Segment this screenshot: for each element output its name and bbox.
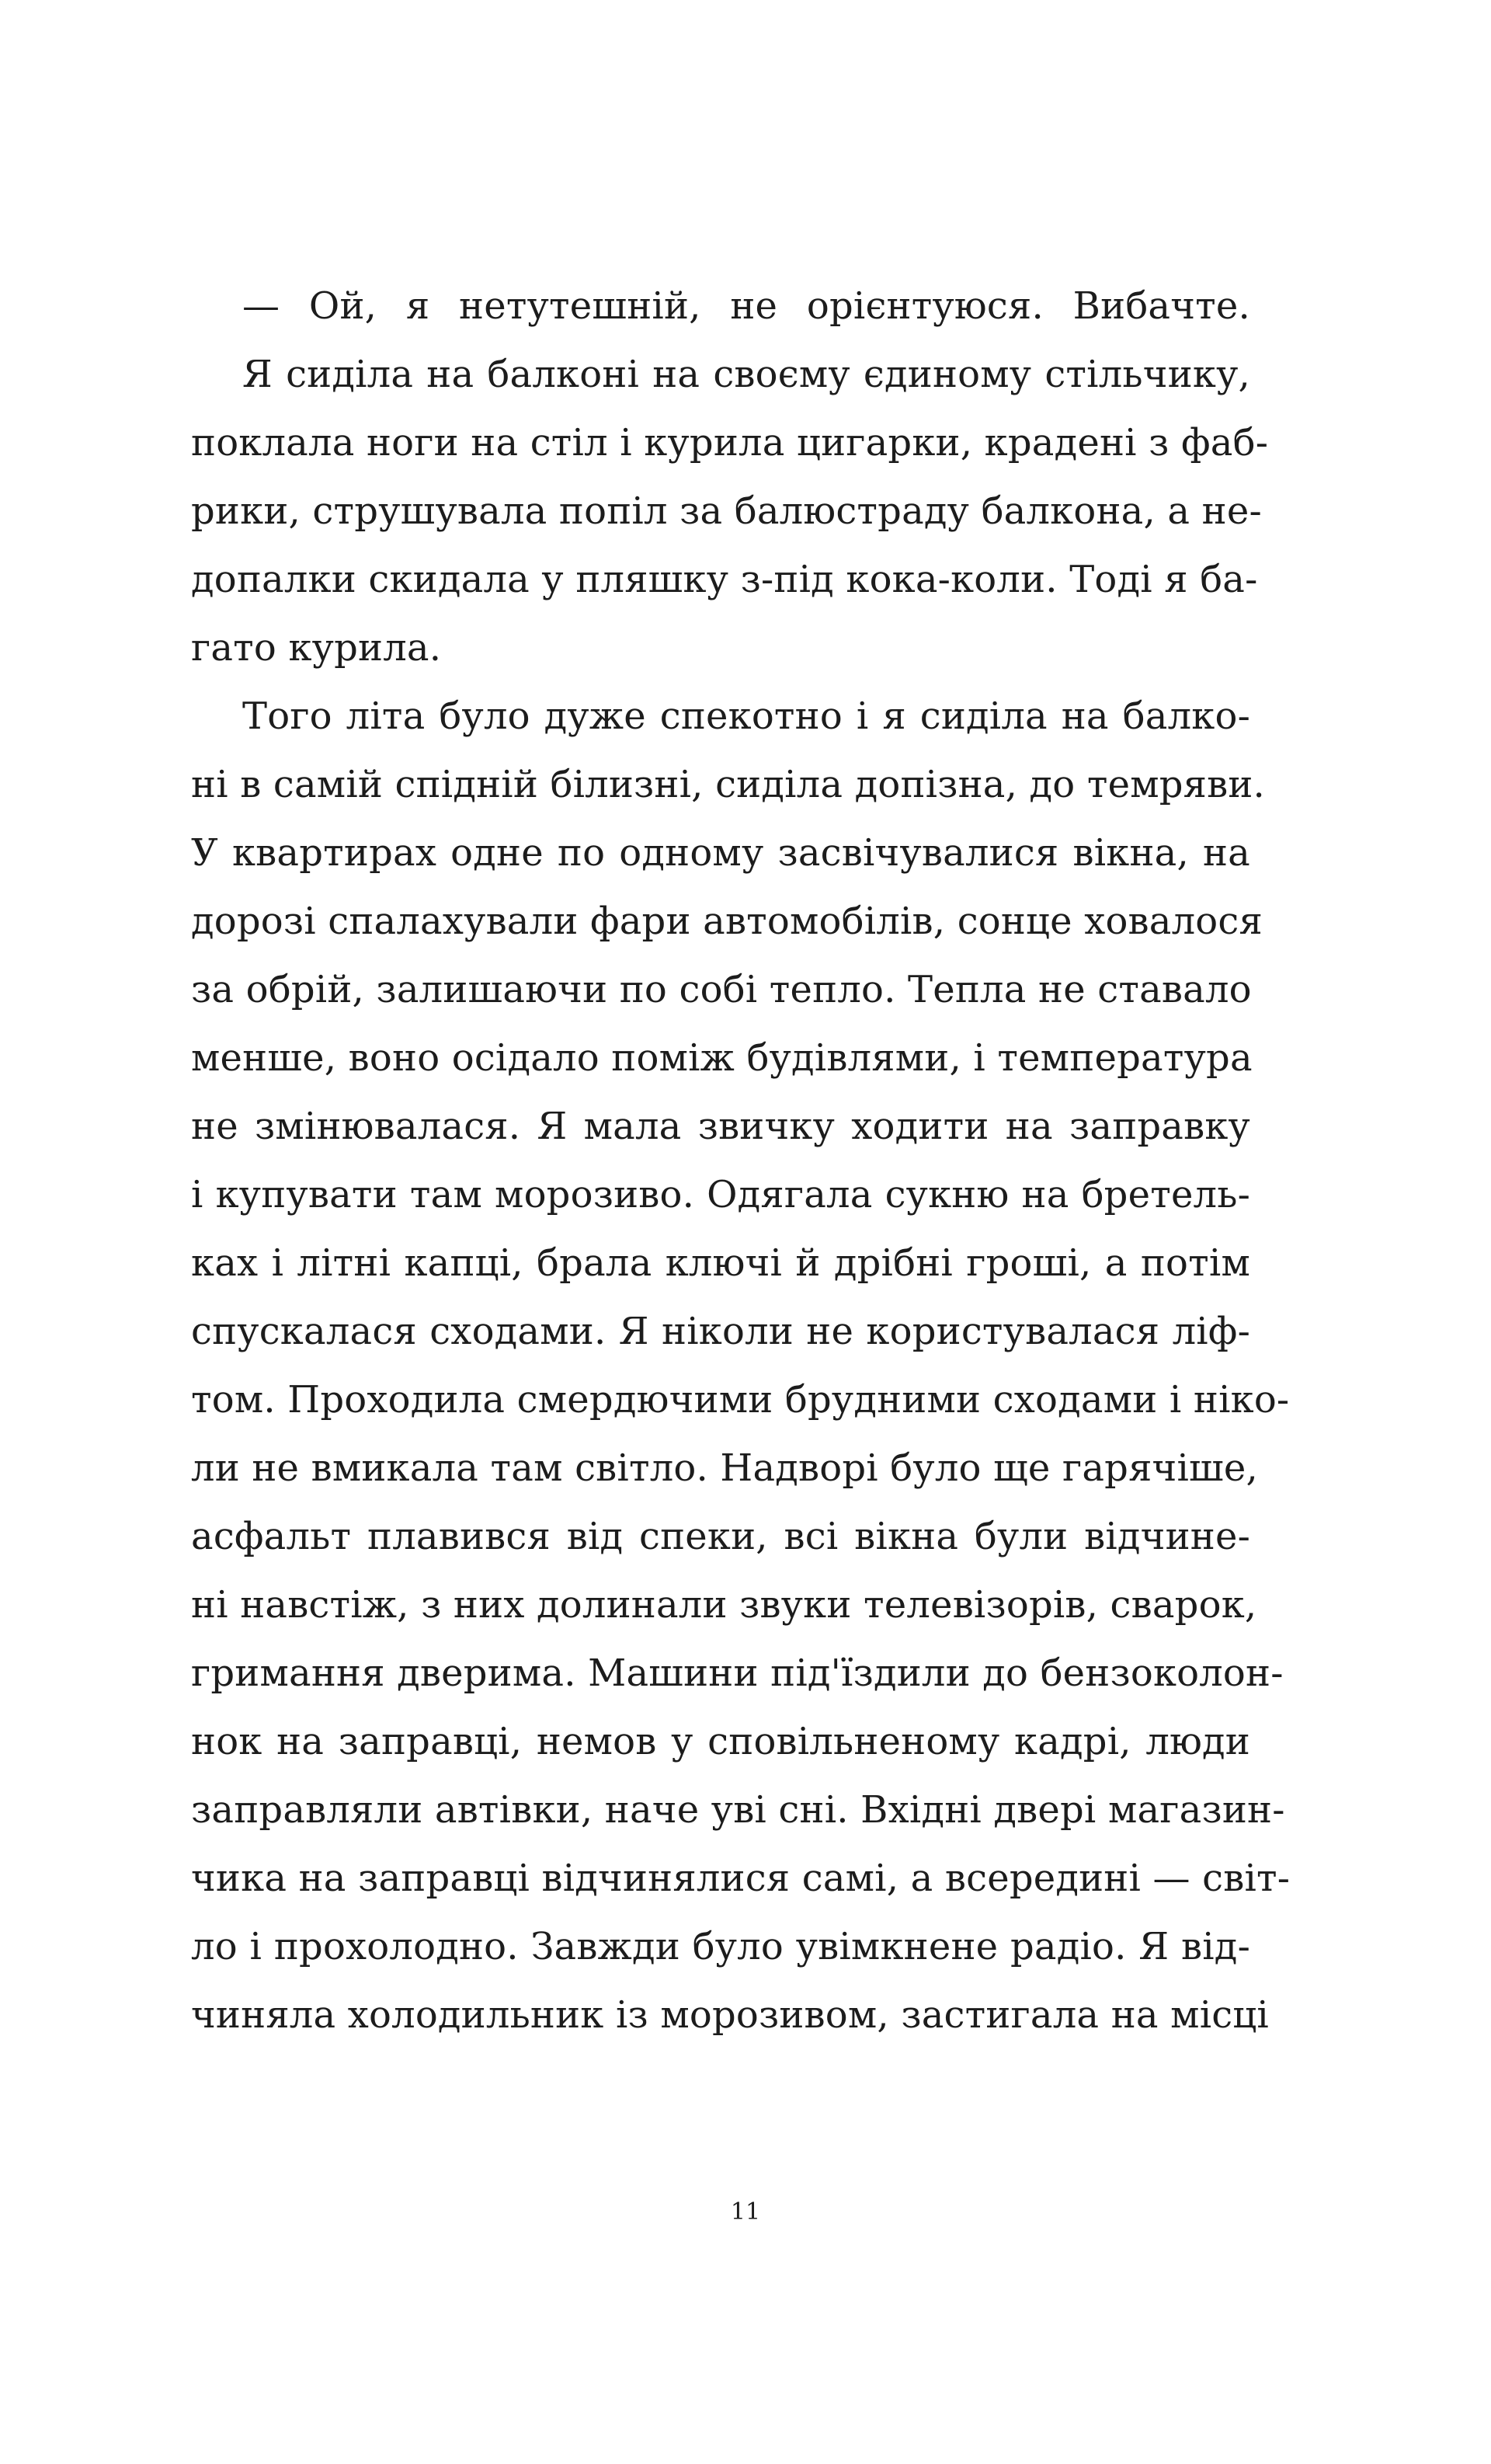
text-line: ли не вмикала там світло. Надворі було ще гарячіше, [191,1446,1258,1490]
text-line: ках і літні капці, брала ключі й дрібні гроші, а потім [191,1241,1250,1285]
text-line: Я сиділа на балконі на своєму єдиному стільчику, [242,353,1250,396]
text-line: дорозі спалахували фари автомобілів, сонце ховалося [191,900,1263,943]
text-line: поклала ноги на стіл і курила цигарки, крадені з фаб- [191,421,1269,465]
text-line: асфальт плавився від спеки, всі вікна були відчине- [191,1515,1250,1558]
text-line: спускалася сходами. Я ніколи не користувалася ліф- [191,1310,1250,1353]
text-line: не змінювалася. Я мала звичку ходити на заправку [191,1105,1250,1148]
text-line: чиняла холодильник із морозивом, застигала на місці [191,1993,1269,2037]
text-line: чика на заправці відчинялися самі, а всередині — світ- [191,1857,1291,1900]
text-line: Того літа було дуже спекотно і я сиділа на балко- [242,694,1250,738]
body-text [191,272,1291,2049]
text-line: за обрій, залишаючи по собі тепло. Тепла не ставало [191,968,1252,1011]
text-line: том. Проходила смердючими брудними сходами і ніко- [191,1378,1290,1422]
text-line: менше, воно осідало поміж будівлями, і температура [191,1036,1253,1080]
text-line: допалки скидала у пляшку з-під кока-коли. Тоді я ба- [191,558,1258,601]
text-line: і купувати там морозиво. Одягала сукню на бретель- [191,1173,1250,1216]
text-line: гато курила. [191,626,442,670]
text-line: У квартирах одне по одному засвічувалися вікна, на [191,831,1250,875]
text-line: заправляли автівки, наче уві сні. Вхідні двері магазин- [191,1788,1285,1832]
text-line: ло і прохолодно. Завжди було увімкнене радіо. Я від- [191,1925,1250,1968]
text-line: нок на заправці, немов у сповільненому кадрі, люди [191,1720,1250,1763]
text-line: рики, струшувала попіл за балюстраду балкона, а не- [191,489,1262,533]
text-line: гримання дверима. Машини під'їздили до бензоколон- [191,1651,1284,1695]
text-line: ні в самій спідній білизні, сиділа допізна, до темряви. [191,763,1266,806]
text-line: ні навстіж, з них долинали звуки телевізорів, сварок, [191,1583,1257,1627]
page-number: 11 [730,2198,761,2226]
text-line: — Ой, я нетутешній, не орієнтуюся. Вибачте. [242,284,1250,328]
